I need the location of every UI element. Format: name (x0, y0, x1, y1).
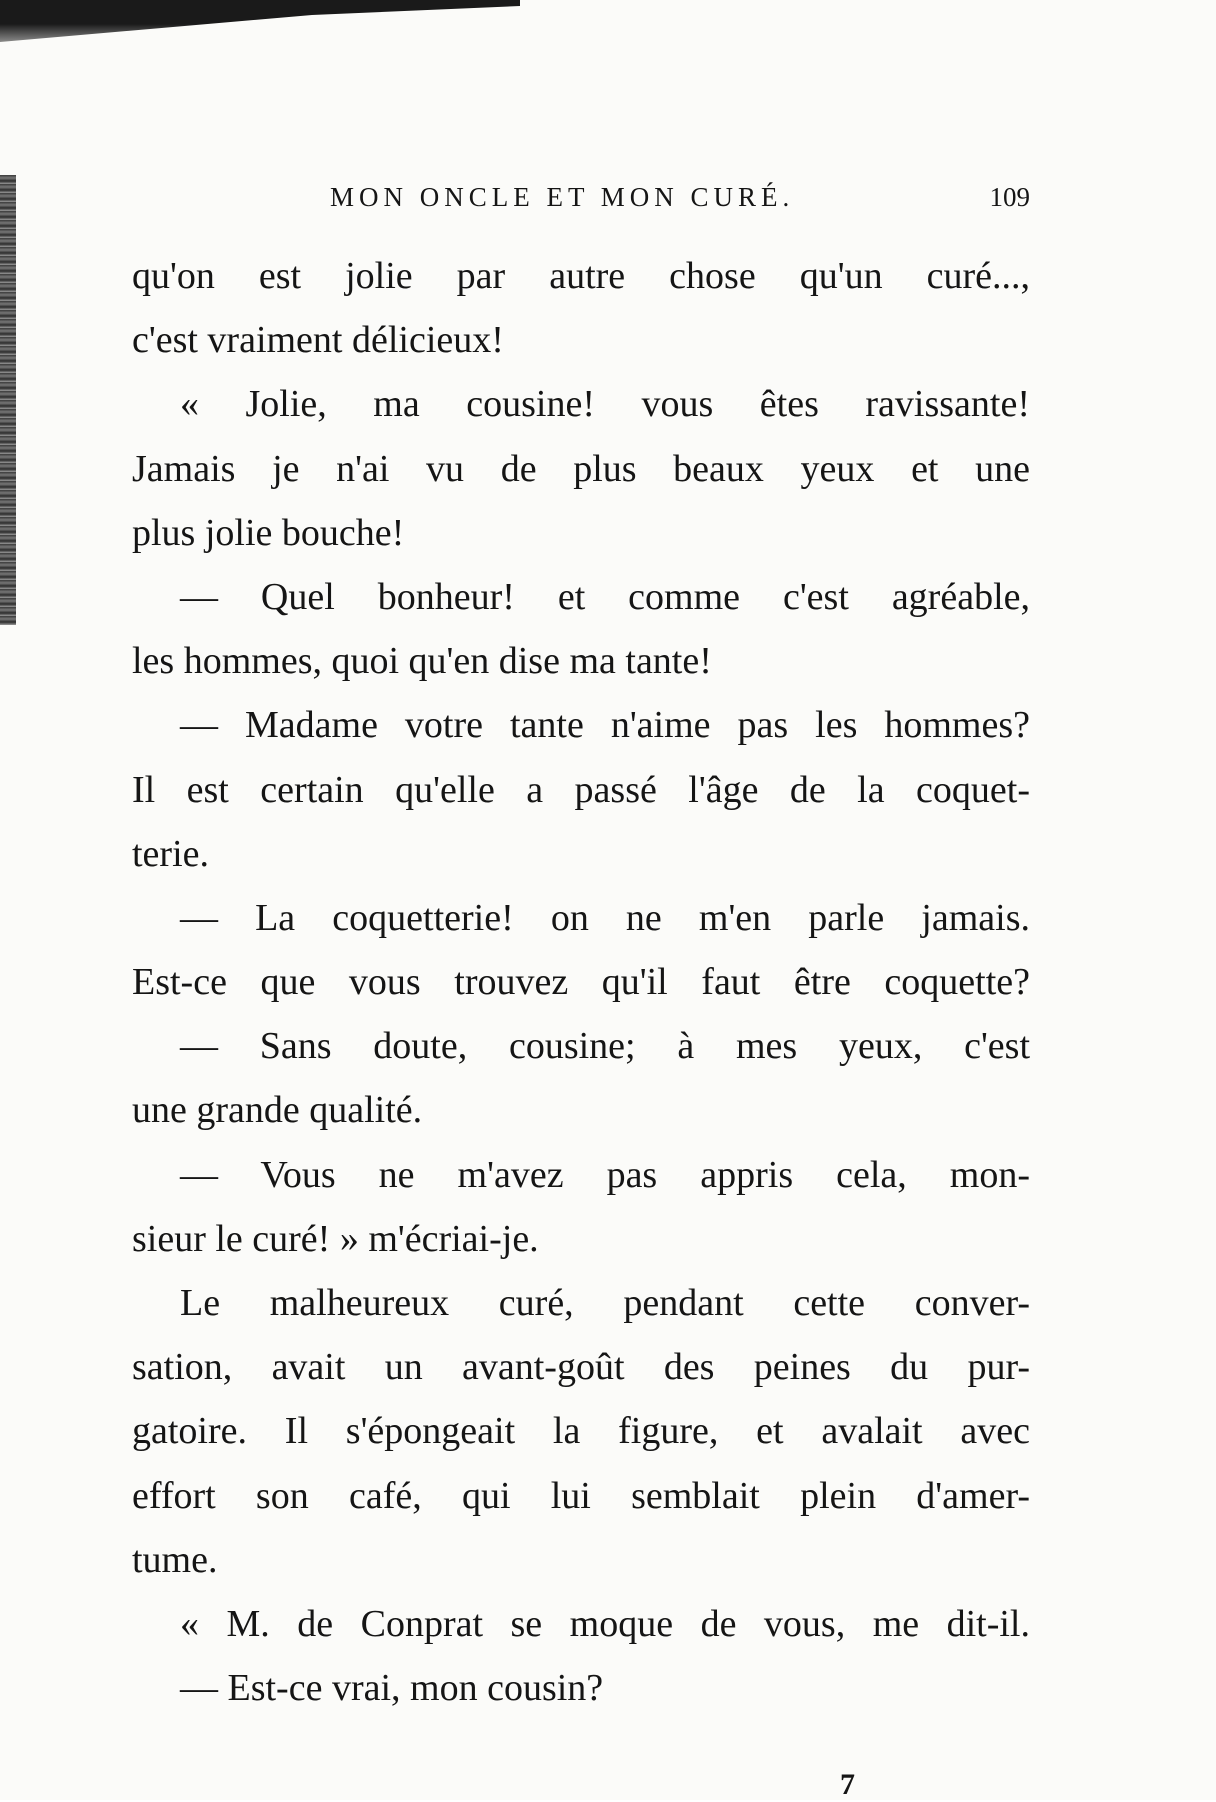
body-text (132, 244, 1030, 1720)
text-line: Jamais je n'ai vu de plus beaux yeux et une (132, 447, 1030, 490)
page-number: 109 (989, 182, 1030, 212)
text-line: terie. (132, 832, 210, 875)
text-line: une grande qualité. (132, 1089, 423, 1132)
text-line: — Sans doute, cousine; à mes yeux, c'est (180, 1025, 1030, 1068)
scan-shadow-left (0, 175, 16, 625)
page-header (130, 182, 1030, 222)
text-line: plus jolie bouche! (132, 511, 405, 554)
text-line: Est-ce que vous trouvez qu'il faut être coquette? (132, 961, 1030, 1004)
text-line: — La coquetterie! on ne m'en parle jamais. (180, 896, 1030, 939)
text-line: — Est-ce vrai, mon cousin? (180, 1667, 604, 1710)
text-line: — Quel bonheur! et comme c'est agréable, (180, 575, 1030, 618)
text-line: sation, avait un avant-goût des peines du pur- (132, 1346, 1030, 1389)
text-line: les hommes, quoi qu'en dise ma tante! (132, 640, 712, 683)
text-line: tume. (132, 1538, 218, 1581)
signature-mark: 7 (840, 1768, 855, 1801)
text-line: Le malheureux curé, pendant cette conver- (180, 1282, 1030, 1324)
text-line: effort son café, qui lui semblait plein d'amer- (132, 1474, 1030, 1517)
text-line: c'est vraiment délicieux! (132, 319, 504, 362)
text-line: « Jolie, ma cousine! vous êtes ravissante! (180, 383, 1030, 426)
text-line: Il est certain qu'elle a passé l'âge de la coquet- (132, 768, 1030, 811)
scan-shadow-top (0, 0, 520, 60)
text-line: qu'on est jolie par autre chose qu'un curé..., (132, 255, 1030, 297)
running-title: MON ONCLE ET MON CURÉ. (330, 182, 795, 212)
text-line: — Madame votre tante n'aime pas les hommes? (180, 704, 1030, 747)
text-line: « M. de Conprat se moque de vous, me dit-il. (180, 1602, 1030, 1645)
text-line: sieur le curé! » m'écriai-je. (132, 1217, 539, 1260)
text-line: gatoire. Il s'épongeait la figure, et avalait avec (132, 1410, 1030, 1453)
text-line: — Vous ne m'avez pas appris cela, mon- (180, 1153, 1030, 1196)
